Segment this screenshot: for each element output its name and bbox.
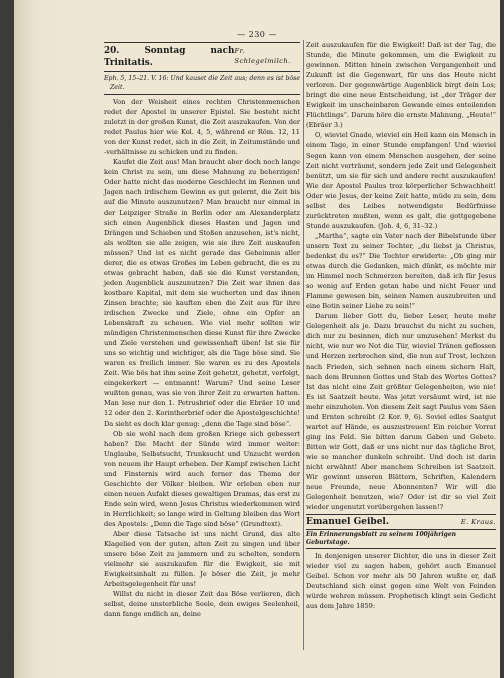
bible-motto: Eph. 5, 15–21. V. 16: Und kauset die Zeit aus; denn es ist böse Zeit.: [104, 75, 300, 91]
column-divider: [303, 40, 304, 650]
section-title: 20. Sonntag nach Trinitatis.: [104, 46, 235, 68]
book-page: [14, 0, 500, 678]
paragraph: O, wieviel Gnade, wieviel ein Heil kann ein Mensch in einem Tage, in einer Stunde empfangen! Und wieviel Segen kann von einem Menschen ausgehen, der seine Zeit nicht verträumt, sondern jede Zeit und Gelegenheit benützt, um sie für sich und andere recht auszukaufen! Wie der Apostel Paulus troz körperlicher Schwachheit! Oder wie Jesus, der keine Zeit hatte, müde zu sein, dem selbst des Leibes notwendigste Bedürfnisse zurücktreten mußten, wenn es galt, die gottgegebene Stunde auszukaufen. (Joh. 4, 6, 31–32.): [306, 131, 496, 230]
page-gutter-shadow: [14, 0, 74, 678]
article-subtitle: Ein Erinnerungsblatt zu seinem 100jährigen Geburtstage.: [306, 531, 457, 547]
left-column: [104, 40, 300, 619]
section-author: Fr. Schlegelmilch.: [234, 47, 291, 66]
article-author: E. Kraus.: [460, 518, 496, 527]
motto-rule: [104, 94, 300, 95]
section-heading-rule: [104, 71, 300, 72]
paragraph: Willst du nicht in dieser Zeit das Böse verlieren, dich selbst, deine unsterbliche Seele, dein ewiges Seelenheil, dann fange endlich an, deine: [104, 590, 300, 619]
section-top-rule: [104, 42, 300, 43]
paragraph: Zeit auszukaufen für die Ewigkeit! Daß ist der Tag, die Stunde, die Minute gekommen, um die Ewigkeit zu gewinnen. Mitten hinein zwischen Vergangenheit und Zukunft ist die Gegenwart, für uns das Heute nicht verloren. Der gegenwärtige Augenblick birgt dein Los; bringt die eine neue Entscheidung, ist „der Träger der Ewigkeit im unscheinbaren Gewande eines enteilenden Flüchtlings“. Darum höre die ernste Mahnung, „Heute!“ (Ebräer 3.): [306, 41, 496, 130]
article-heading-rule: [306, 529, 496, 530]
paragraph: Aber diese Tatsache ist uns nicht Grund, das alte Klagelied von der guten, alten Zeit zu singen und über unsere böse Zeit zu jammern und zu schelten, sondern vielmehr sie auszukaufen für die Ewigkeit, sie mit Ewigkeitsinhalt zu füllen. Je böser die Zeit, je mehr Arbeitsgelegenheit für uns!: [104, 530, 300, 589]
right-column: [306, 40, 496, 611]
page-number: — 230 —: [237, 30, 277, 39]
paragraph: In denjenigen unserer Dichter, die uns in dieser Zeit wieder viel zu sagen haben, gehört auch Emanuel Geibel. Schon vor mehr als 50 Jahren wußte er, daß Deutschland sich einst gegen eine Welt von Feinden würde wehren müssen. Prophetisch klingt sein Gedicht aus dem Jahre 1859:: [306, 552, 496, 611]
article-heading-box: [306, 514, 496, 549]
paragraph: Darum lieber Gott du, lieber Leser, heute mehr Gelegenheit als je. Dazu brauchst du nicht zu suchen, dich nur zu besinnen, dich nur umzusehen! Merkst du nicht, wie nur wo Not die Tür, wieviel Tränen geflossen und Herzen zerbrochen sind, die nun auf Trost, lechzen nach Frieden, sich sehnen nach einem sichern Halt, nach dem Brunnen Gottes und Stab des Wortes Gottes? Ist das nicht eine Zeit größter Gelegenheiten, wie nie! Es ist Saatzeit heute. Was jetzt versäumt wird, ist nie mehr einzuholen. Von diesem Zeit sagt Paulus vom Säen und Ernten schreibt (2 Kor. 9, 6). Soviel edles Saatgut wartet auf Hände, es auszustreuen! Ein reicher Vorrat ging ins Feld. Sie bitten darum Gaben und Gebete. Bitten wir Gott, daß er uns nicht nur das tägliche Brot, wie so mancher dunkeln schreibt. Und doch ist darin nicht erwähnt! Aber manchem Schreiben ist Saatzeit. Wir gewinnt unseren Blättern, Schriften, Kalendern neue Freunde, neue Abonnenten? Wir will die Gelegenheit benutzen, wie? Oder ist dir so viel Zeit wieder ungenutzt vorübergehen lassen!?: [306, 312, 496, 512]
paragraph: Kaufet die Zeit aus! Man braucht aber doch noch lange kein Christ zu sein, um diese Mahnung zu beherzigen! Oder hatte nicht das moderne Geschlecht im Rennen und Jagen nach irdischem Gewinn es gut gelernt, die Zeit bis auf die Minute auszunutzen? Man braucht nur einmal in der Leipziger Straße in Berlin oder am Alexanderplatz sich einen Augenblick dieses Hasten und Jagen und Drängen und Schieben und Stoßen anzusehen, ist's nicht, als wollten sie alle zeigen, wie sie ihre Zeit auskaufen müssen? Und ist es nicht gerade das Geheimnis aller derer, die es etwas Großes im Leben gebracht, die es zu etwas gebracht haben, daß sie die Kunst verstanden, jeden Augenblick auszunutzen? Die Zeit war ihnen das kostbare Kapital, mit dem sie wucherten und das ihnen Zinsen brachte; sie kauften eben die Zeit aus für ihre irdischen Zwecke und Ziele, ohne ein Opfer an Lebenskraft zu scheuen. Wie viel mehr sollten wir mündigen Christenmenschen diese Kunst für ihre Zwecke und Ziele verstehen und gewissenhaft üben! Ist sie für uns so wichtig und wichtiger, als die Tage böse sind. Sie waren es freilich immer. Sie waren es zu des Apostels Zeit. Wie bös hat ihm seine Zeit gehetzt, gehetzt, verfolgt, eingekerkert — entmannt! Warum? Und seine Leser wußten genau, was sie von ihrer Zeit zu erwarten hatten. Man lese nur den 1. Petrusbrief oder die Ebräer 10 und 12 oder den 2. Korintherbrief oder die Apostelgeschichte! Da sieht es doch klar genug: „denn die Tage sind böse“.: [104, 158, 300, 428]
section-heading: [104, 45, 300, 69]
paragraph: „Martha“, sagte ein Vater nach der Bibelstunde über unsern Text zu seiner Tochter, „du liebst ja Christus, bedenkst du es?“ Die Tochter erwiderte: „Ob ging mir etwas durch die Gedanken, mich dünkt, es möchte mir im Himmel noch Schmerzen bereiten, daß ich für Jesus so wenig auf Erden getan habe und nicht Feuer und Flamme gewesen bin, seinen Namen auszubreiten und eine Botin seiner Liebe zu sein!“: [306, 231, 496, 311]
paragraph: Ob sie wohl nach dem großen Kriege sich gebessert haben? Die Macht der Sünde wird immer weiter: Unglaube, Selbstsucht, Trunksucht und Unzucht werden von neuem ihr Haupt erheben. Der Kampf zwischen Licht und Finsternis wird auch ferner das Thema der Geschichte der Völker bleiben. Wir erleben eben nur einen neuen Aufakt dieses gewaltigen Dramas, das erst zu Ende sein wird, wenn Jesus Christus wiederkommen wird in Herrlichkeit; so lange wird in Geltung bleiben das Wort des Apostels: „Denn die Tage sind böse“ (Grundtext).: [104, 429, 300, 528]
article-heading: [306, 516, 496, 528]
paragraph: Von der Weisheit eines rechten Christenmenschen redet der Apostel in unserer Epistel. Sie besteht nicht zuletzt in der großen Kunst, die Zeit auszukaufen. Von der redet Paulus hier wie Kol. 4, 5, während er Röm. 12, 11 von der Kunst redet, sich in die Zeit, in Zeitumstände und -verhältnisse zu schicken und zu finden.: [104, 98, 300, 157]
article-title: Emanuel Geibel.: [306, 517, 389, 528]
